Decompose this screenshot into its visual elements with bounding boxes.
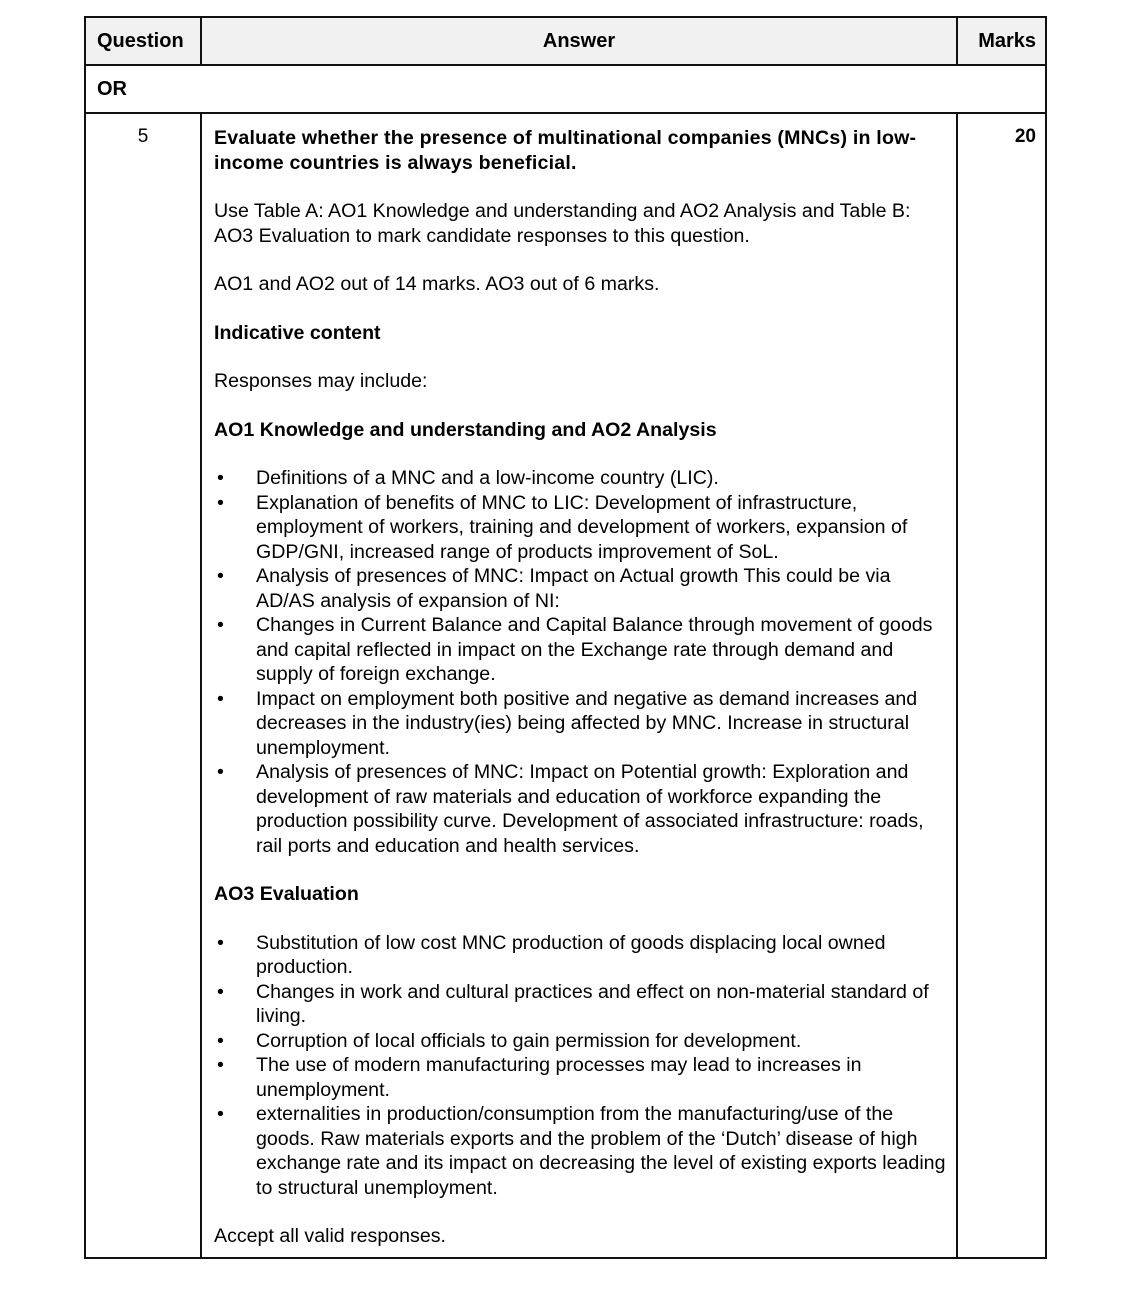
- list-item-text: Changes in Current Balance and Capital Balance through movement of goods and capital reflected in impact on the Exchange rate through demand and supply of foreign exchange.: [256, 614, 933, 685]
- marks-column-header: Marks: [957, 17, 1046, 65]
- ao3-list: [214, 931, 946, 1201]
- list-item: [214, 466, 946, 491]
- marking-instructions: Use Table A: AO1 Knowledge and understanding and AO2 Analysis and Table B: AO3 Evaluation to mark candidate responses to this question.: [214, 200, 911, 247]
- closing-note: Accept all valid responses.: [214, 1225, 446, 1247]
- bullet-icon: •: [217, 467, 224, 489]
- answer-column-header: Answer: [201, 17, 957, 65]
- list-item-text: Changes in work and cultural practices and effect on non-material standard of living.: [256, 980, 929, 1027]
- list-item: [214, 1053, 946, 1102]
- marks-value: 20: [957, 113, 1046, 1258]
- list-item: [214, 1029, 946, 1054]
- ao1-ao2-heading: AO1 Knowledge and understanding and AO2 Analysis: [214, 418, 717, 441]
- list-item-text: Analysis of presences of MNC: Impact on Potential growth: Exploration and development of raw materials and education of workforce expanding the production possibility curve. Development of associated infrastructure: roads, rail ports and education and health services.: [256, 761, 924, 857]
- ao3-heading: AO3 Evaluation: [214, 883, 359, 905]
- list-item-text: The use of modern manufacturing processes may lead to increases in unemployment.: [256, 1054, 862, 1101]
- bullet-icon: •: [217, 1054, 224, 1076]
- indicative-content-heading: Indicative content: [214, 321, 381, 344]
- bullet-icon: •: [217, 687, 224, 710]
- bullet-icon: •: [217, 1103, 224, 1125]
- list-item-text: externalities in production/consumption from the manufacturing/use of the goods. Raw materials exports and the problem of the ‘Dutch’ disease of high exchange rate and its impact on decreasing the level of existing exports leading to structural unemployment.: [256, 1103, 946, 1199]
- question-row: [85, 113, 1046, 1258]
- list-item: [214, 613, 946, 687]
- list-item: [214, 1102, 946, 1200]
- list-item-text: Analysis of presences of MNC: Impact on Actual growth This could be via AD/AS analysis of expansion of NI:: [256, 565, 891, 612]
- bullet-icon: •: [217, 761, 224, 783]
- question-column-header: Question: [85, 17, 201, 65]
- list-item: [214, 564, 946, 613]
- bullet-icon: •: [217, 980, 224, 1003]
- question-number: 5: [85, 113, 201, 1258]
- list-item-text: Explanation of benefits of MNC to LIC: Development of infrastructure, employment of workers, training and development of workers, expansion of GDP/GNI, increased range of products improvement of SoL.: [256, 491, 908, 563]
- list-item: [214, 491, 946, 565]
- mark-split: AO1 and AO2 out of 14 marks. AO3 out of 6 marks.: [214, 273, 660, 295]
- list-item: [214, 931, 946, 980]
- question-text: Evaluate whether the presence of multinational companies (MNCs) in low-income countries is always beneficial.: [214, 127, 917, 174]
- list-item-text: Impact on employment both positive and negative as demand increases and decreases in the industry(ies) being affected by MNC. Increase in structural unemployment.: [256, 687, 918, 759]
- bullet-icon: •: [217, 491, 224, 514]
- responses-intro: Responses may include:: [214, 370, 428, 392]
- bullet-icon: •: [217, 1029, 224, 1052]
- list-item-text: Corruption of local officials to gain permission for development.: [256, 1029, 802, 1052]
- list-item: [214, 980, 946, 1029]
- list-item: [214, 760, 946, 858]
- or-label: OR: [85, 65, 1046, 113]
- header-row: [85, 17, 1046, 65]
- bullet-icon: •: [217, 931, 224, 954]
- bullet-icon: •: [217, 614, 224, 636]
- mark-scheme-table: [84, 16, 1047, 1259]
- answer-cell: [201, 113, 957, 1258]
- list-item-text: Definitions of a MNC and a low-income country (LIC).: [256, 467, 719, 489]
- ao1-ao2-list: [214, 466, 946, 858]
- or-row: [85, 65, 1046, 113]
- list-item-text: Substitution of low cost MNC production of goods displacing local owned production.: [256, 931, 886, 978]
- bullet-icon: •: [217, 565, 224, 587]
- list-item: [214, 687, 946, 761]
